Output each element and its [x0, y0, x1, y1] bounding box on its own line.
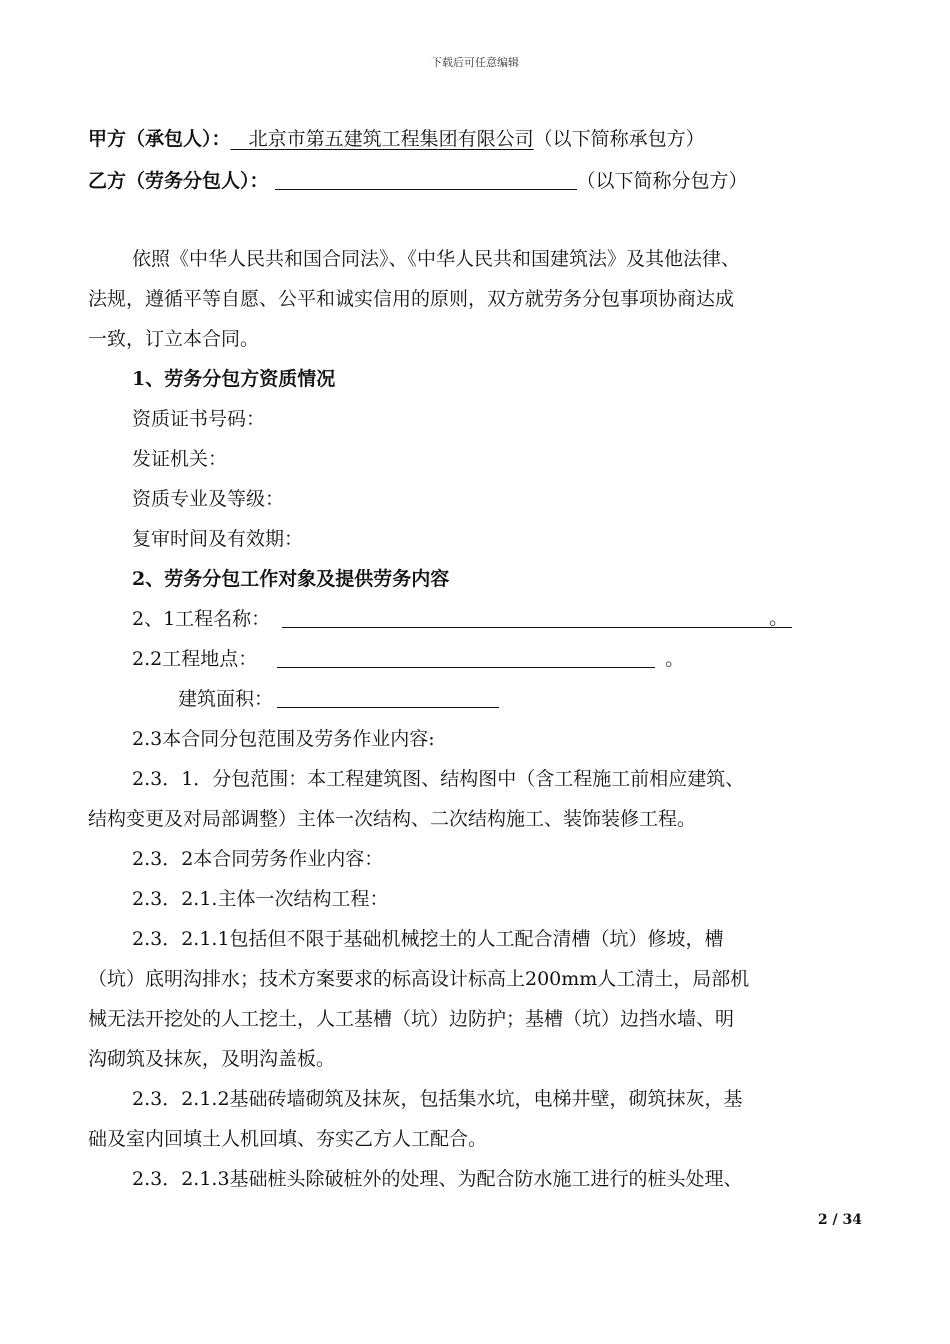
- scope-231-line-2: 结构变更及对局部调整）主体一次结构、二次结构施工、装饰装修工程。: [88, 808, 697, 830]
- party-a-line: [88, 126, 705, 152]
- item-2-line-1: 2.3．2.1.2基础砖墙砌筑及抹灰，包括集水坑，电梯井壁，砌筑抹灰，基: [132, 1088, 743, 1110]
- party-b-blank[interactable]: [275, 169, 577, 190]
- project-name-end: 。: [769, 607, 789, 629]
- total-pages: 34: [842, 1212, 862, 1228]
- project-name-label: 2、1工程名称：: [132, 608, 271, 630]
- project-site-end: 。: [665, 648, 685, 670]
- party-a-company: 北京市第五建筑工程集团有限公司: [248, 128, 534, 150]
- scope-title: 2.3本合同分包范围及劳务作业内容:: [132, 728, 435, 750]
- current-page: 2: [817, 1212, 828, 1228]
- party-b-line: [88, 168, 748, 194]
- item-1-line-1: 2.3．2.1.1包括但不限于基础机械挖土的人工配合清槽（坑）修坡，槽: [132, 928, 724, 950]
- item-1-line-4: 沟砌筑及抹灰，及明沟盖板。: [88, 1048, 336, 1070]
- specialty-label: 资质专业及等级：: [132, 488, 285, 510]
- review-label: 复审时间及有效期：: [132, 528, 304, 550]
- party-b-label: 乙方（劳务分包人）：: [88, 170, 269, 192]
- item-3-line-1: 2.3．2.1.3基础桩头除破桩外的处理、为配合防水施工进行的桩头处理、: [132, 1168, 743, 1190]
- project-name-line: [132, 606, 792, 632]
- section-2-heading: 2、劳务分包工作对象及提供劳务内容: [132, 568, 450, 590]
- project-site-blank[interactable]: [277, 647, 655, 668]
- page-number: [818, 1212, 862, 1228]
- section-1-heading: 1、劳务分包方资质情况: [132, 368, 336, 390]
- intro-line-2: 法规，遵循平等自愿、公平和诚实信用的原则，双方就劳务分包事项协商达成: [88, 288, 735, 310]
- area-label: 建筑面积：: [178, 688, 274, 710]
- item-1-line-3: 械无法开挖处的人工挖土，人工基槽（坑）边防护；基槽（坑）边挡水墙、明: [88, 1008, 735, 1030]
- intro-line-3: 一致，订立本合同。: [88, 328, 260, 350]
- project-site-line: [132, 646, 684, 672]
- party-b-suffix: （以下简称分包方）: [576, 170, 748, 192]
- party-a-label: 甲方（承包人）：: [88, 128, 231, 150]
- page-separator: /: [827, 1212, 843, 1228]
- project-name-blank[interactable]: [282, 607, 792, 628]
- header-note: 下载后可任意编辑: [431, 56, 519, 69]
- party-a-suffix: （以下简称承包方）: [533, 128, 705, 150]
- item-1-line-2: （坑）底明沟排水；技术方案要求的标高设计标高上200mm人工清土，局部机: [88, 968, 750, 990]
- project-site-label: 2.2工程地点：: [132, 648, 258, 670]
- area-line: [178, 686, 499, 712]
- item-2-line-2: 础及室内回填土人机回填、夯实乙方人工配合。: [88, 1128, 488, 1150]
- cert-no-label: 资质证书号码：: [132, 408, 266, 430]
- area-blank[interactable]: [277, 687, 499, 708]
- scope-231-line-1: 2.3．1．分包范围：本工程建筑图、结构图中（含工程施工前相应建筑、: [132, 768, 745, 790]
- scope-232: 2.3．2本合同劳务作业内容：: [132, 848, 384, 870]
- issuer-label: 发证机关：: [132, 448, 228, 470]
- scope-2321: 2.3．2.1.主体一次结构工程：: [132, 888, 389, 910]
- intro-line-1: 依照《中华人民共和国合同法》、《中华人民共和国建筑法》及其他法律、: [132, 248, 741, 270]
